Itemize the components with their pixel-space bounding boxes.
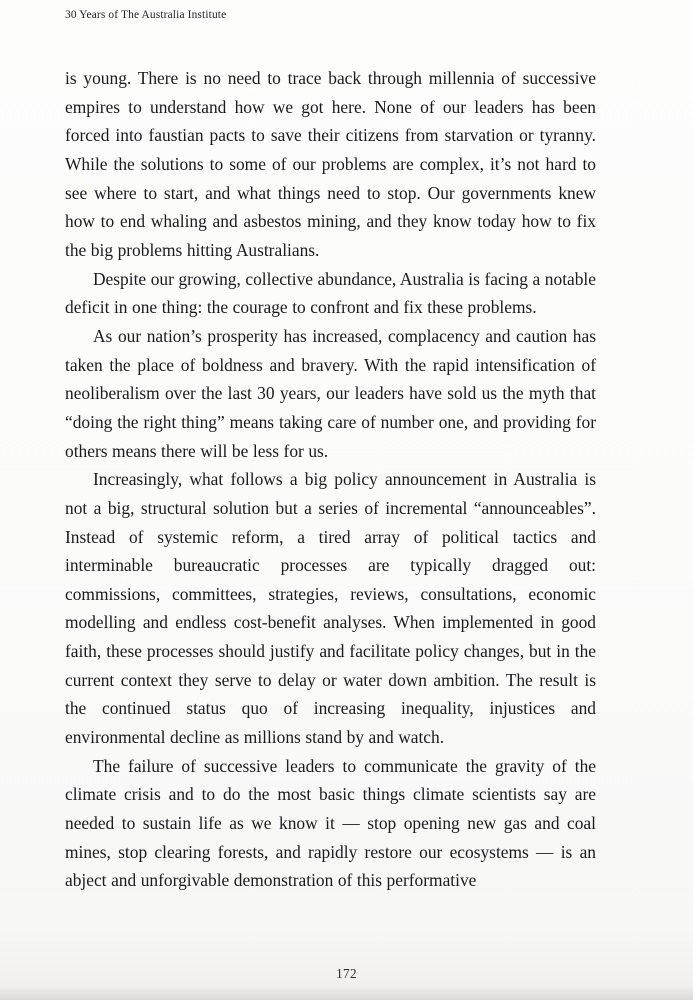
paragraph: Despite our growing, collective abundance, Australia is facing a notable deficit in one thing: the courage to confront and fix these problems. bbox=[65, 268, 596, 318]
page-edge-shadow bbox=[0, 986, 693, 1000]
paragraph: As our nation’s prosperity has increased, complacency and caution has taken the place of boldness and bravery. With the rapid intensification of neoliberalism over the last 30 years, our leaders have sold us the myth that “doing the right thing” means taking care of number one, and providing for others means there will be less for us. bbox=[65, 325, 596, 461]
paragraph: The failure of successive leaders to communicate the gravity of the climate crisis and to do the most basic things climate scientists say are needed to sustain life as we know it — stop opening new gas and coal mines, stop clearing forests, and rapidly restore our ecosystems — is an abject and unforgivable demonstration of this performative bbox=[65, 755, 596, 891]
page-number: 172 bbox=[336, 966, 357, 981]
paragraph-continuation: is young. There is no need to trace back through millennia of successive empires to understand how we got here. None of our leaders has been forced into faustian pacts to save their citizens from starvation or tyranny. While the solutions to some of our problems are complex, it’s not hard to see where to start, and what things need to stop. Our governments knew how to end whaling and asbestos mining, and they know today how to fix the big problems hitting Australians. bbox=[65, 68, 596, 260]
running-head: 30 Years of The Australia Institute bbox=[65, 9, 227, 21]
paragraph: Increasingly, what follows a big policy announcement in Australia is not a big, structural solution but a series of incremental “announceables”. Instead of systemic reform, a tired array of political tactics and interminable bureaucratic processes are typically dragged out: commissions, committees, strategies, reviews, consultations, economic modelling and endless cost-benefit analyses. When implemented in good faith, these processes should justify and facilitate policy changes, but in the current context they serve to delay or water down ambition. The result is the continued status quo of increasing inequality, injustices and environmental decline as millions stand by and watch. bbox=[65, 469, 596, 748]
body-text-block bbox=[65, 64, 596, 895]
